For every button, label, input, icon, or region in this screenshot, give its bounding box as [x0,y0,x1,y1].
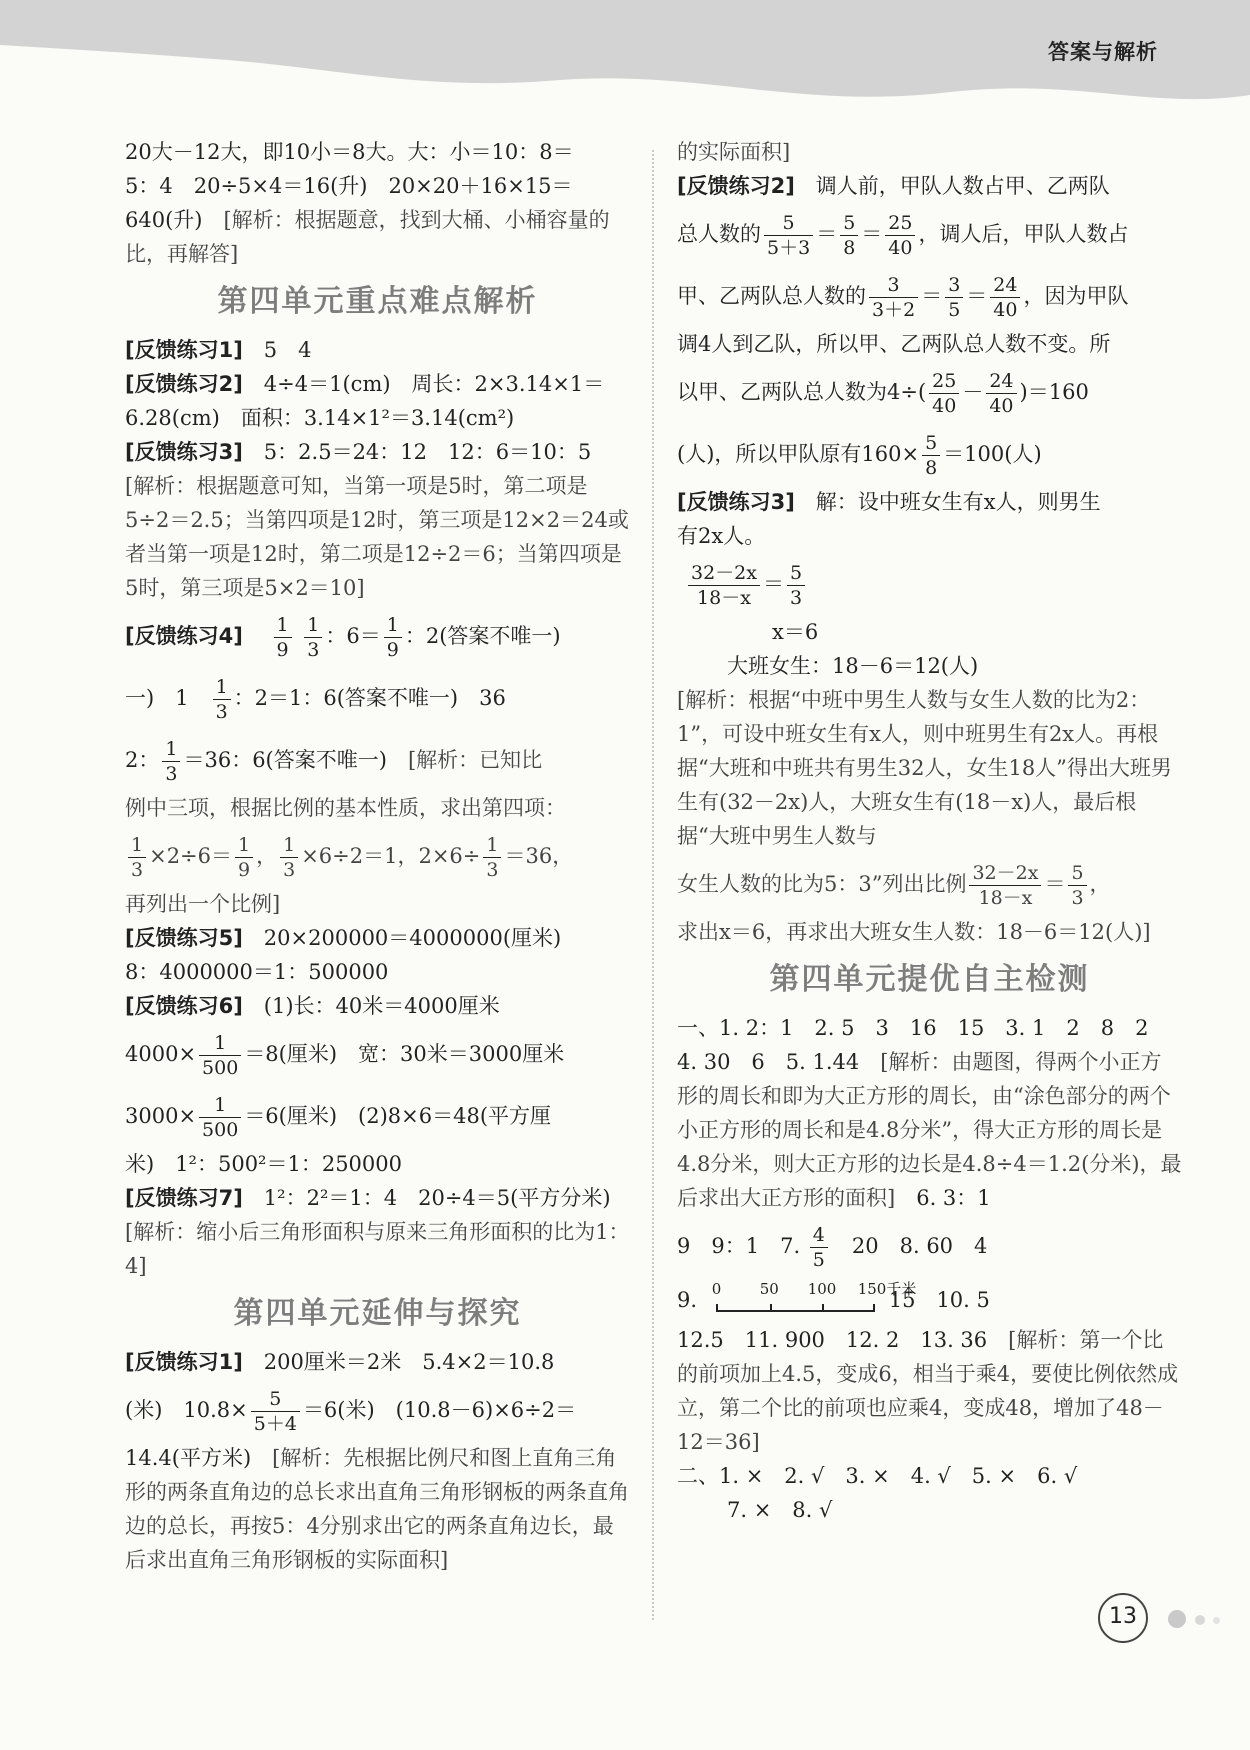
fraction: $\frac{1}{500}$ [199,1031,241,1080]
fraction: $\frac{32-2x}{18-x}$ [688,561,760,610]
fraction: $\frac{1}{500}$ [199,1093,241,1142]
extension-exercise-3: [反馈练习3] 解：设中班女生有x人，则男生 有2x人。 $\frac{32-2x}{18-x}$ ＝ $\frac{5}{3}$ x＝6 大班女生：18－6＝12(人) [解析：根据“中班中男生人数与女生人数的比为2：1”，可设中班女生有x人，则中班男生有2x人。再根据“大班和中班共有男生32人，女生18人”得出大班男生有(32－2x)人，大班女生有(18－x)人，最后根据“大班中男生人数与 女生人数的比为5：3”列出比例 $\frac{32-2x}{18-x}$ ＝ $\frac{5}{3}$ ， 求出x＝6，再求出大班女生人数：18－6＝12(人)] [677,490,1172,944]
fraction: $\frac{5}{5+4}$ [251,1387,300,1436]
column-divider [652,150,654,1620]
left-column [125,135,630,1577]
fraction: $\frac{5}{8}$ [922,431,940,480]
fraction: $\frac{5}{3}$ [1068,861,1086,910]
fraction: $\frac{1}{9}$ [235,833,253,882]
exercise-7: [反馈练习7] 1²：2²＝1：4 20÷4＝5(平方分米) [解析：缩小后三角形面积与原来三角形面积的比为1：4] [125,1186,632,1278]
extension-exercise-2: [反馈练习2] 调人前，甲队人数占甲、乙两队 总人数的 $\frac{5}{5+3}$ ＝ $\frac{5}{8}$ ＝ $\frac{25}{40}$ ，调人后，甲队人数占 甲、乙两队总人数的 $\frac{3}{3+2}$ ＝ $\frac{3}{5}$ ＝ $\frac{24}{40}$ ，因为甲队 调4人到乙队，所以甲、乙两队总人数不变。所 以甲、乙两队总人数为4÷( $\frac{25}{40}$ － $\frac{24}{40}$ )＝160 (人)，所以甲队原有160× $\frac{5}{8}$ ＝100(人) [677,174,1129,479]
intro-line: 20大－12大，即10小＝8大。大：小＝10：8＝ [125,140,574,164]
exercise-4: [反馈练习4] $\frac{1}{9}$ $\frac{1}{3}$ ：6＝ $\frac{1}{9}$ ：2(答案不唯一) 一) 1 $\frac{1}{3}$ ：2＝1：6(答案不唯一) 36 2： $\frac{1}{3}$ ＝36：6(答案不唯一) [解析：已知比 例中三项，根据比例的基本性质，求出第四项： $\frac{1}{3}$ ×2÷6＝ $\frac{1}{9}$ ， $\frac{1}{3}$ ×6÷2＝1，2×6÷ $\frac{1}{3}$ ＝36， 再列出一个比例] [125,614,574,916]
section-title-self-test: 第四单元提优自主检测 [769,962,1090,997]
fraction: $\frac{5}{3}$ [787,561,805,610]
fraction: $\frac{1}{3}$ [304,613,322,662]
fraction: $\frac{1}{3}$ [280,833,298,882]
exercise-3: [反馈练习3] 5：2.5＝24：12 12：6＝10：5 [解析：根据题意可知，当第一项是5时，第二项是5÷2＝2.5；当第四项是12时，第三项是12×2＝24或者当第一项是12时，第二项是12÷2＝6；当第四项是5时，第三项是5×2＝10] [125,440,629,600]
fraction: $\frac{3}{3+2}$ [869,273,918,322]
fraction: $\frac{3}{5}$ [945,273,963,322]
fraction: $\frac{4}{5}$ [810,1223,828,1272]
intro-line: 5：4 20÷5×4＝16(升) 20×20＋16×15＝ [125,174,573,198]
section-title-extension: 第四单元延伸与探究 [233,1296,522,1331]
exercise-6: [反馈练习6] (1)长：40米＝4000厘米 4000× $\frac{1}{500}$ ＝8(厘米) 宽：30米＝3000厘米 3000× $\frac{1}{500}$ ＝6(厘米) (2)8×6＝48(平方厘 米) 1²：500²＝1：250000 [125,994,565,1176]
section-title-key-points: 第四单元重点难点解析 [217,284,538,319]
fraction: $\frac{5}{8}$ [840,211,858,260]
scale-bar: 0 50 100 150千米 [710,1282,875,1322]
decorative-dot [1195,1615,1205,1625]
self-test: 一、1. 2：1 2. 5 3 16 15 3. 1 2 8 2 4. 30 6 5. 1.44 [解析：由题图，得两个小正方形的周长和即为大正方形的周长，由“涂色部分的两个小正方形的周长和是4.8分米”，得大正方形的周长是4.8分米，则大正方形的边长是4.8÷4＝1.2(分米)，最后求出大正方形的面积] 6. 3：1 9 9：1 7. $\frac{4}{5}$ 20 8. 60 4 9. 0 50 100 150千米 15 10. 5 12.5 11. 900 12. 2 13. 36 [解析：第一个比的前项加上4.5，变成6，相当于乘4，要使比例依然成立，第二个比的前项也应乘4，变成48，增加了48－12＝36] 二、1. × 2. √ 3. × 4. √ 5. × 6. √ 7. × 8. √ [677,1016,1182,1522]
exercise-5: [反馈练习5] 20×200000＝4000000(厘米) 8：4000000＝1：500000 [125,926,562,984]
decorative-dot [1168,1610,1186,1628]
intro-note: [解析：根据题意，找到大桶、小桶容量的比，再解答] [125,208,610,266]
fraction: $\frac{32-2x}{18-x}$ [969,861,1041,910]
decorative-dot [1213,1617,1220,1624]
intro-line: 640(升) [解析：根据题意，找到大桶、小桶容量的比，再解答] [125,208,610,266]
fraction: $\frac{24}{40}$ [986,369,1016,418]
continued-note: 的实际面积] [677,140,791,164]
fraction: $\frac{25}{40}$ [885,211,915,260]
extension-exercise-1: [反馈练习1] 200厘米＝2米 5.4×2＝10.8 (米) 10.8× $\frac{5}{5+4}$ ＝6(米) (10.8－6)×6÷2＝ 14.4(平方米) [解析：先根据比例尺和图上直角三角形的两条直角边的总长求出直角三角形钢板的两条直角边的总长，再按5：4分别求出它的两条直角边长，最后求出直角三角形钢板的实际面积] [125,1350,629,1572]
fraction: $\frac{1}{3}$ [483,833,501,882]
header-band [0,0,1250,150]
fraction: $\frac{1}{9}$ [274,613,292,662]
exercise-2: [反馈练习2] 4÷4＝1(cm) 周长：2×3.14×1＝6.28(cm) 面积：3.14×1²＝3.14(cm²) [125,372,605,430]
header-title: 答案与解析 [1048,40,1158,64]
fraction: $\frac{5}{5+3}$ [764,211,813,260]
fraction: $\frac{1}{3}$ [213,675,231,724]
wave-band [0,0,1250,150]
fraction: $\frac{25}{40}$ [929,369,959,418]
fraction: $\frac{1}{3}$ [128,833,146,882]
exercise-3-note: [解析：根据题意可知，当第一项是5时，第二项是5÷2＝2.5；当第四项是12时，第三项是12×2＝24或者当第一项是12时，第二项是12÷2＝6；当第四项是5时，第三项是5×2＝10] [125,474,629,600]
fraction: $\frac{1}{9}$ [384,613,402,662]
fraction: $\frac{1}{3}$ [162,737,180,786]
right-column [677,135,1182,1527]
fraction: $\frac{24}{40}$ [990,273,1020,322]
exercise-1: [反馈练习1] 5 4 [125,338,312,362]
page-number: 13 [1098,1593,1148,1643]
